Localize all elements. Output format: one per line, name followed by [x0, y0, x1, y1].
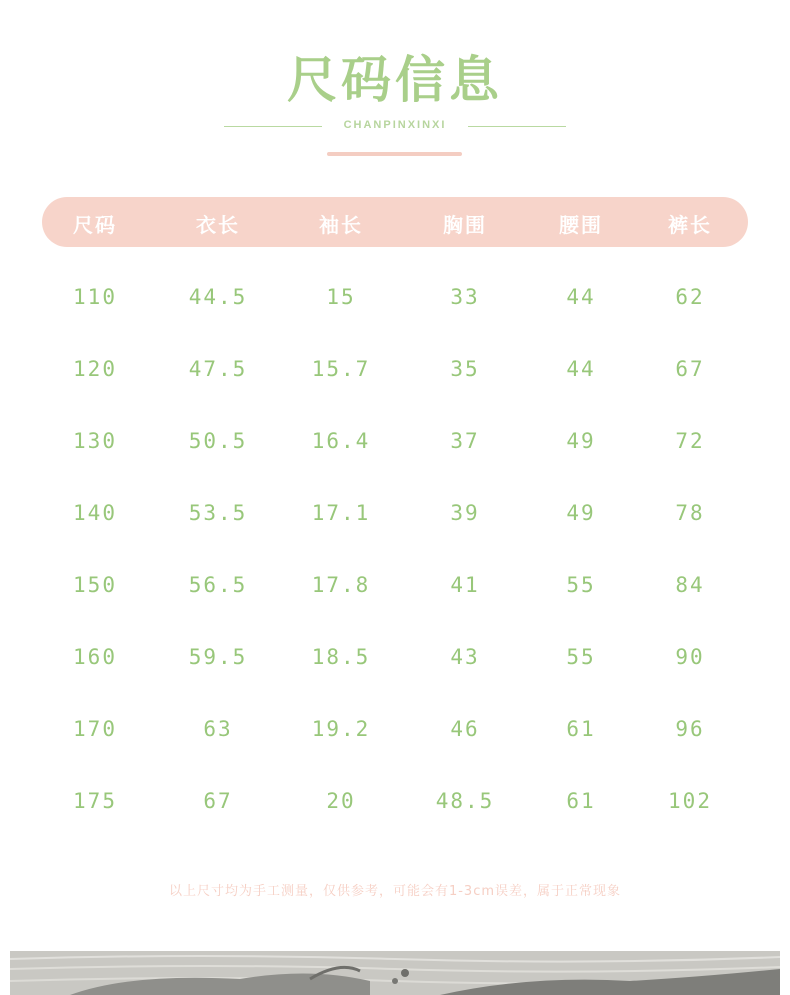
table-cell: 67	[675, 357, 705, 381]
table-cell: 41	[450, 573, 480, 597]
table-cell: 72	[675, 429, 705, 453]
table-cell: 46	[450, 717, 480, 741]
table-cell: 63	[203, 717, 233, 741]
table-cell: 160	[73, 645, 117, 669]
measurement-note: 以上尺寸均为手工测量，仅供参考，可能会有1-3cm误差，属于正常现象	[168, 884, 622, 899]
page-subtitle: CHANPINXINXI	[343, 119, 447, 131]
table-cell: 17.8	[311, 573, 371, 597]
table-cell: 19.2	[311, 717, 371, 741]
column-header: 胸围	[443, 213, 487, 237]
table-cell: 120	[73, 357, 117, 381]
subtitle-row	[224, 118, 566, 138]
column-header: 衣长	[196, 213, 240, 237]
table-cell: 39	[450, 501, 480, 525]
table-cell: 61	[566, 717, 596, 741]
table-cell: 33	[450, 285, 480, 309]
table-cell: 61	[566, 789, 596, 813]
subtitle-divider-left	[224, 126, 322, 127]
table-cell: 47.5	[188, 357, 248, 381]
table-cell: 35	[450, 357, 480, 381]
table-cell: 150	[73, 573, 117, 597]
table-cell: 50.5	[188, 429, 248, 453]
page-title: 尺码信息	[287, 51, 503, 109]
column-header: 腰围	[559, 213, 603, 237]
table-cell: 48.5	[435, 789, 495, 813]
table-cell: 59.5	[188, 645, 248, 669]
column-header: 裤长	[668, 213, 712, 237]
table-cell: 78	[675, 501, 705, 525]
table-cell: 55	[566, 645, 596, 669]
table-cell: 44.5	[188, 285, 248, 309]
product-photo	[10, 951, 780, 995]
table-cell: 49	[566, 429, 596, 453]
table-cell: 175	[73, 789, 117, 813]
subtitle-divider-right	[468, 126, 566, 127]
table-cell: 140	[73, 501, 117, 525]
title-underline	[327, 152, 462, 156]
table-cell: 170	[73, 717, 117, 741]
table-cell: 37	[450, 429, 480, 453]
table-cell: 43	[450, 645, 480, 669]
table-cell: 15	[326, 285, 356, 309]
column-header: 尺码	[73, 213, 117, 237]
table-cell: 110	[73, 285, 117, 309]
table-cell: 49	[566, 501, 596, 525]
table-cell: 44	[566, 285, 596, 309]
table-cell: 130	[73, 429, 117, 453]
table-cell: 62	[675, 285, 705, 309]
table-cell: 67	[203, 789, 233, 813]
table-cell: 90	[675, 645, 705, 669]
table-cell: 96	[675, 717, 705, 741]
table-cell: 20	[326, 789, 356, 813]
table-cell: 44	[566, 357, 596, 381]
table-cell: 17.1	[311, 501, 371, 525]
table-cell: 55	[566, 573, 596, 597]
table-cell: 53.5	[188, 501, 248, 525]
column-header: 袖长	[319, 213, 363, 237]
table-cell: 15.7	[311, 357, 371, 381]
table-cell: 56.5	[188, 573, 248, 597]
table-cell: 16.4	[311, 429, 371, 453]
table-cell: 18.5	[311, 645, 371, 669]
table-cell: 84	[675, 573, 705, 597]
table-cell: 102	[668, 789, 712, 813]
